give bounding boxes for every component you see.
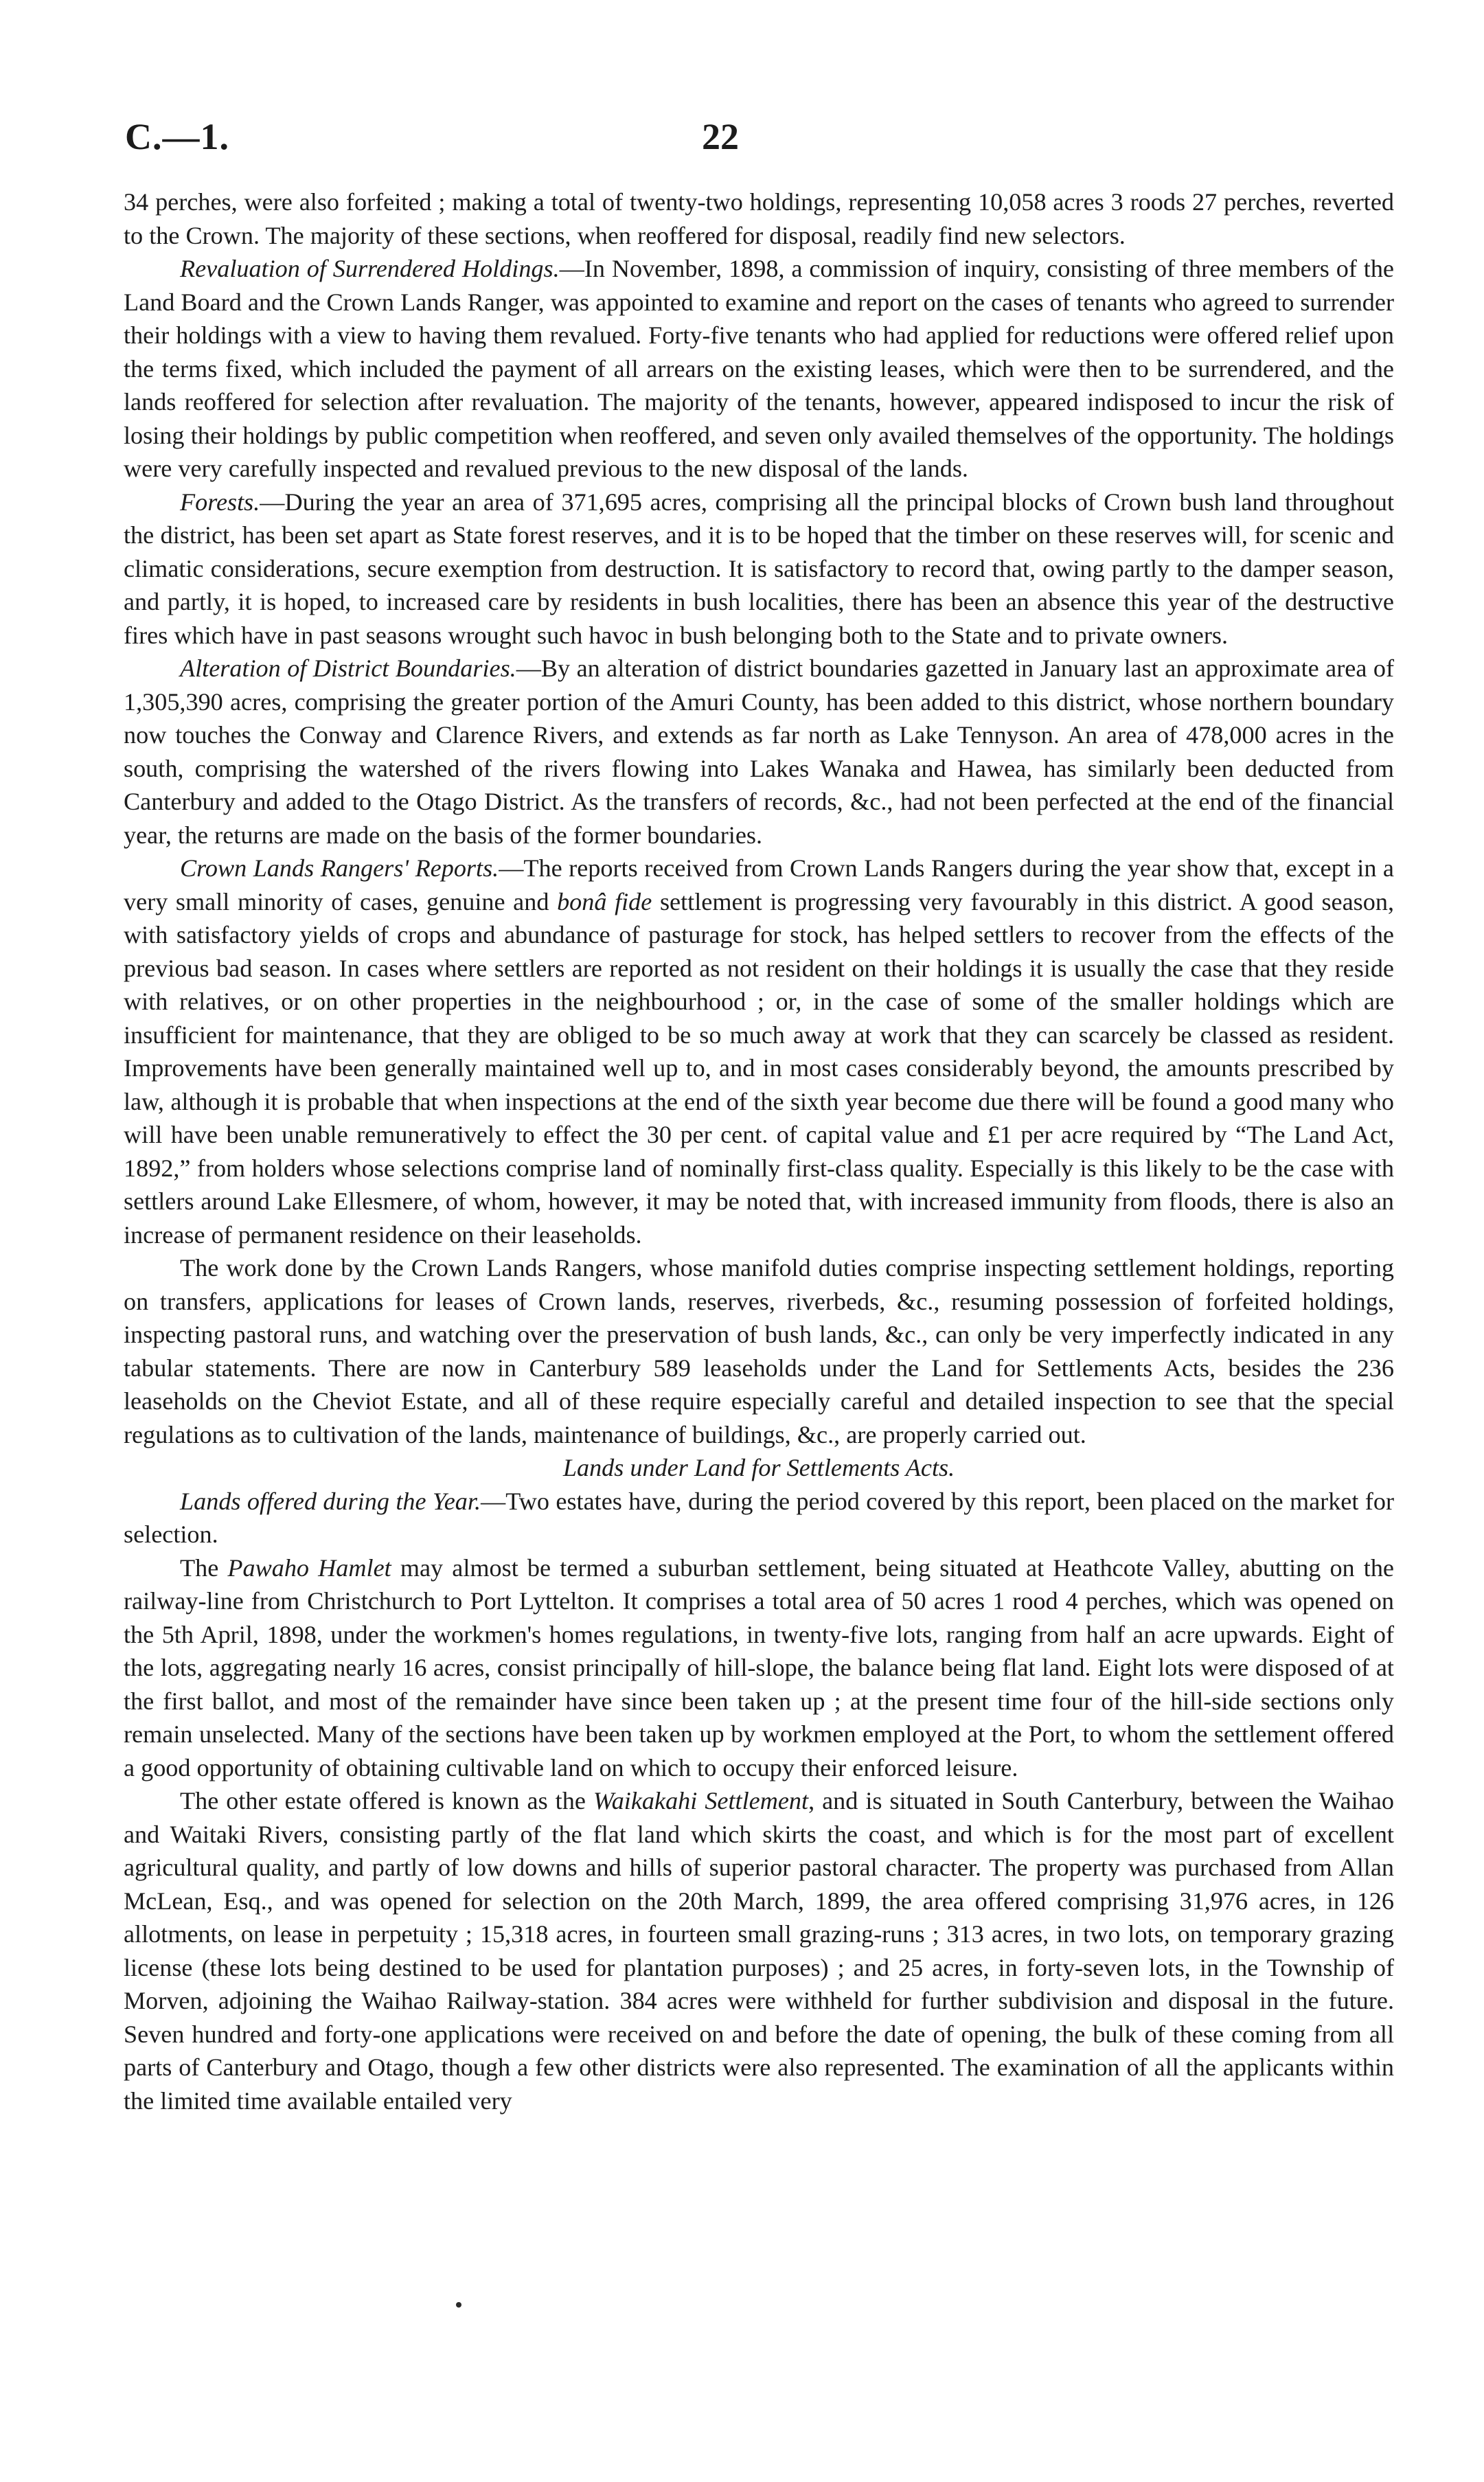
paragraph-heading: Alteration of District Boundaries. (180, 654, 516, 682)
section-heading: Lands under Land for Settlements Acts. (562, 1454, 955, 1481)
paragraph-text: The (180, 1553, 228, 1582)
paragraph-italic: Waikakahi Settlement (593, 1787, 809, 1814)
paragraph-text: 34 perches, were also forfeited ; making a total of twenty-two holdings, representing 10,058 acres 3 roods 27 perches, reverted to the Crown. The majority of these sections, when reoffered for disposal, readily find new selectors. (124, 188, 1394, 249)
paragraph-text: , and is situated in South Canterbury, between the Waihao and Waitaki Rivers, consisting partly of the flat land which skirts the coast, and which is for the most part of excellent agricultural quality, and partly of low downs and hills of superior pastoral character. The property was purchased from Allan McLean, Esq., and was opened for selection on the 20th March, 1899, the area offered comprising 31,976 acres, in 126 allotments, on lease in perpetuity ; 15,318 acres, in fourteen small grazing-runs ; 313 acres, in two lots, on temporary grazing license (these lots being destined to be used for plantation purposes) ; and 25 acres, in forty-seven lots, in the Township of Morven, adjoining the Waihao Railway-station. 384 acres were withheld for further subdivision and disposal in the future. Seven hundred and forty-one applications were received on and before the date of opening, the bulk of these coming from all parts of Canterbury and Otago, though a few other districts were also represented. The examination of all the applicants within the limited time available entailed very (124, 1787, 1394, 2115)
paragraph-waikakahi (124, 1784, 1394, 2117)
paragraph-text: —By an alteration of district boundaries gazetted in January last an approximate area of 1,305,390 acres, comprising the greater portion of the Amuri County, has been added to this district, whose northern boundary now touches the Conway and Clarence Rivers, and extends as far north as Lake Tennyson. An area of 478,000 acres in the south, comprising the watershed of the rivers flowing into Lakes Wanaka and Hawea, has similarly been deducted from Canterbury and added to the Otago District. As the transfers of records, &c., had not been perfected at the end of the financial year, the returns are made on the basis of the former boundaries. (124, 654, 1394, 849)
paragraph-heading: Revaluation of Surrendered Holdings. (180, 255, 560, 282)
paragraph-text: —Two estates have, during the period covered by this report, been placed on the market for selection. (124, 1487, 1394, 1548)
page-number: 22 (702, 116, 739, 157)
paragraph-italic: bonâ fide (557, 887, 652, 915)
paragraph-forests (124, 486, 1394, 652)
paragraph-boundaries (124, 652, 1394, 852)
paragraph-text: The work done by the Crown Lands Rangers, whose manifold duties comprise inspecting settlement holdings, reporting on transfers, applications for leases of Crown lands, reserves, riverbeds, &c., resuming possession of forfeited holdings, inspecting pastoral runs, and watching over the preservation of bush lands, &c., can only be very imperfectly indicated in any tabular statements. There are now in Canterbury 589 leaseholds under the Land for Settlements Acts, besides the 236 leaseholds on the Cheviot Estate, and all of these require especially careful and detailed inspection to see that the special regulations as to cultivation of the lands, maintenance of buildings, &c., are properly carried out. (124, 1254, 1394, 1448)
paragraph-text: may almost be termed a suburban settlement, being situated at Heathcote Valley, abutting on the railway-line from Christchurch to Port Lyttelton. It comprises a total area of 50 acres 1 rood 4 perches, which was opened on the 5th April, 1898, under the workmen's homes regulations, in twenty-five lots, ranging from half an acre upwards. Eight of the lots, aggregating nearly 16 acres, consist principally of hill-slope, the balance being flat land. Eight lots were disposed of at the first ballot, and most of the remainder have since been taken up ; at the present time four of the hill-side sections only remain unselected. Many of the sections have been taken up by workmen employed at the Port, to whom the settlement offered a good opportunity of obtaining cultivable land on which to occupy their enforced leisure. (124, 1553, 1394, 1781)
paragraph-heading: Crown Lands Rangers' Reports. (180, 854, 499, 882)
paragraph-pawaho (124, 1551, 1394, 1785)
paragraph-text: settlement is progressing very favourably in this district. A good season, with satisfactory yields of crops and abundance of pasturage for stock, has helped settlers to recover from the effects of the previous bad season. In cases where settlers are reported as not resident on their holdings it is usually the case that they reside with relatives, or on other properties in the neighbourhood ; or, in the case of some of the smaller holdings which are insufficient for maintenance, that they are obliged to be so much away at work that they can scarcely be classed as resident. Improvements have been generally maintained well up to, and in most cases considerably beyond, the amounts prescribed by law, although it is probable that when inspections at the end of the sixth year become due there will be found a good many who will have been unable remuneratively to effect the 30 per cent. of capital value and £1 per acre required by “The Land Act, 1892,” from holders whose selections comprise land of nominally first-class quality. Especially is this likely to be the case with settlers around Lake Ellesmere, of whom, however, it may be noted that, with increased immunity from floods, there is also an increase of permanent residence on their leaseholds. (124, 887, 1394, 1249)
paragraph-heading: Lands offered during the Year. (180, 1487, 481, 1515)
page-code: C.—1. (125, 116, 229, 157)
paragraph-heading: Forests. (180, 488, 260, 516)
paragraph-rangers-reports (124, 852, 1394, 1251)
paragraph-rangers-work (124, 1251, 1394, 1451)
ink-dot (456, 2302, 461, 2308)
paragraph-lands-offered (124, 1485, 1394, 1551)
paragraph-text: The other estate offered is known as the (180, 1787, 593, 1814)
page-header (125, 115, 1394, 170)
paragraph-italic: Pawaho Hamlet (227, 1553, 391, 1582)
paragraph-text: —During the year an area of 371,695 acres, comprising all the principal blocks of Crown bush land throughout the district, has been set apart as State forest reserves, and it is to be hoped that the timber on these reserves will, for scenic and climatic considerations, secure exemption from destruction. It is satisfactory to record that, owing partly to the damper season, and partly, it is hoped, to increased care by residents in bush localities, there has been an absence this year of the destructive fires which have in past seasons wrought such havoc in bush belonging both to the State and to private owners. (124, 488, 1394, 649)
paragraph-forfeited (124, 185, 1394, 252)
paragraph-revaluation (124, 252, 1394, 486)
body-text (124, 185, 1394, 2117)
paragraph-text: —The reports received from Crown Lands Rangers during the year show that, except in a very small minority of cases, genuine and (124, 854, 1394, 915)
paragraph-text: —In November, 1898, a commission of inquiry, consisting of three members of the Land Board and the Crown Lands Ranger, was appointed to examine and report on the cases of tenants who agreed to surrender their holdings with a view to having them revalued. Forty-five tenants who had applied for reductions were offered relief upon the terms fixed, which included the payment of all arrears on the existing leases, which were then to be surrendered, and the lands reoffered for selection after revaluation. The majority of the tenants, however, appeared indisposed to incur the risk of losing their holdings by public competition when reoffered, and seven only availed themselves of the opportunity. The holdings were very carefully inspected and revalued previous to the new disposal of the lands. (124, 255, 1394, 482)
